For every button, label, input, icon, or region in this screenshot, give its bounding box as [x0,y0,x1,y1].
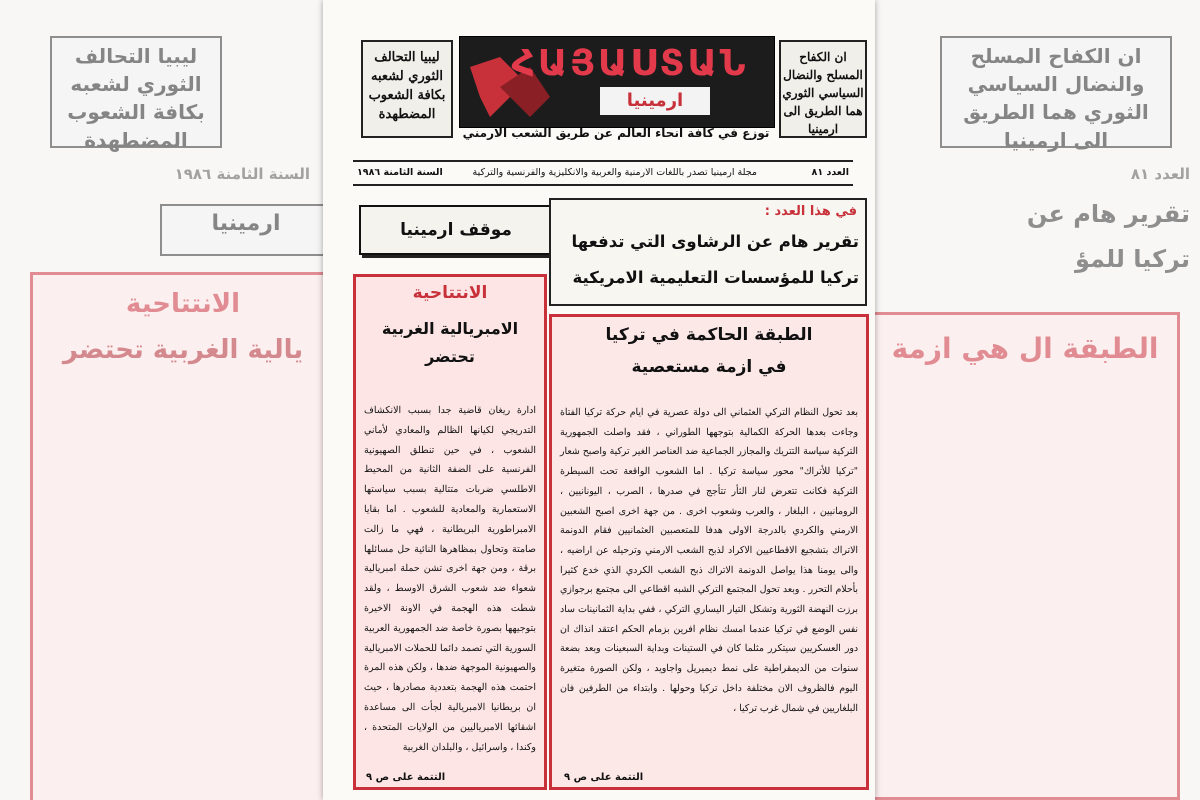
in-this-issue-label: في هذا العدد : [764,204,857,219]
headline-line-1: تقرير هام عن الرشاوى التي تدفعها [571,232,859,251]
issue-number: العدد ٨١ [811,167,849,178]
masthead-logo [459,36,775,128]
background-left-panel [0,0,330,800]
editorial-title-line-1: الامبريالية الغربية [381,319,519,338]
background-red-sub: يالية الغربية تحتضر [62,335,304,365]
background-headline-2: تركيا للمؤ [1074,245,1190,273]
editorial-title-line-2: تحتضر [425,347,475,366]
background-right-panel [870,0,1200,800]
background-red-title: الانتتاحية [125,289,241,319]
background-issue: العدد ٨١ [1130,165,1190,183]
logo-title: ՀԱՅԱՍՏԱՆ [511,43,749,84]
editorial-continued: التتمة على ص ٩ [366,772,446,783]
background-year: السنة الثامنة ١٩٨٦ [174,165,310,183]
masthead-tagline: توزع في كافة انحاء العالم عن طريق الشعب الارمني [462,126,770,140]
main-article-title-line-1: الطبقة الحاكمة في تركيا [605,325,813,345]
masthead-slogan-box: ان الكفاح المسلح والنضال السياسي الثوري هما الطريق الى ارمينيا [779,40,867,138]
background-left-red-box [30,272,330,800]
main-article-title-line-2: في ازمة مستعصية [631,357,787,377]
stance-heading: موقف ارمينيا [359,205,553,255]
magazine-page [323,0,875,800]
masthead-libya-box: ليبيا التحالف الثوري لشعبه بكافة الشعوب المضطهدة [361,40,453,138]
issue-info-row [353,160,853,186]
background-right-red-box: الطبقة ال هي ازمة [870,312,1180,800]
main-article-continued: التتمة على ص ٩ [564,772,644,783]
editorial-box [353,274,547,790]
issue-year: السنة الثامنة ١٩٨٦ [357,167,443,178]
background-stance: ارمينيا [160,204,330,256]
main-article-box [549,314,869,790]
magazine-description: مجلة ارمينيا تصدر باللغات الارمنية والعربية والانكليزية والفرنسية والتركية [472,167,757,178]
editorial-label: الانتتاحية [412,283,488,303]
logo-arabic-title: ارمينيا [600,87,710,115]
main-article-body: بعد تحول النظام التركي العثماني الى دولة عصرية في ايام حركة تركيا الفتاة وجاءت بعدها الحركة الكمالية بتوجهها الطوراني ، فقد واصلت الجمهورية التركية سياسة التتريك والمجازر الجماعية ضد العناصر الغير تركية واصبح شعار "تركيا للأتراك" محور سياسة تركيا . اما الشعوب الواقعة تحت السيطرة التركية فكانت تتعرض لنار الثأر تتأجج في صدرها ، الصرب ، اليونانيين ، الرومانيين ، البلغار ، والعرب وشعوب اخرى . من جهة اخرى اصبح الشعبين الارمني والكردي بالدرجة الاولى هدفا للمتعصبين العثمانيين فقام الدونمة الاتراك بتشجيع الاقطاعيين الاكراد لذبح الشعب الارمني وترحيله عن اراضيه ، والى يومنا هذا يواصل الدونمة الاتراك ذبح الشعب الكردي الذي خدع كثيرا بأحلام التحرر . وبعد تحول المجتمع التركي الشبه اقطاعي الى مجتمع برجوازي برزت النهضة الثورية وتشكل التيار اليساري التركي ، ففي بداية الثمانينات ساد نفس الوضع في تركيا عندما امسك نظام افرين بزمام الحكم اعتقد انذاك ان دور العسكريين سيتكرر مثلما كان في الستينات وبداية السبعينات وبعد بضعة سنوات من الديمقراطية على نمط ديميريل واجاويد ، ولكن الصورة متغيرة اليوم فالظروف الان مختلفة داخل تركيا وحولها . وابتداء من الطرفين فان البلغاريين في شمال غرب تركيا ، [560,407,858,714]
background-right-box: ان الكفاح المسلح والنضال السياسي الثوري هما الطريق الى ارمينيا [940,36,1172,148]
headline-line-2: تركيا للمؤسسات التعليمية الامريكية [572,268,859,287]
background-left-box: ليبيا التحالف الثوري لشعبه بكافة الشعوب المضطهدة [50,36,222,148]
background-headline: تقرير هام عن [1026,200,1190,228]
editorial-body: ادارة ريغان قاضية جدا بسبب الانكشاف التدريجي لكيانها الظالم والمعادي لأماني الشعوب ، في حين تنطلق الصهيونية الفرنسية على الضفة الثانية من المحيط الاطلسي ضربات متتالية بسبب سياستها الاستعمارية والمعادية للشعوب . اما بقايا الامبراطورية البريطانية ، فهي ما زالت صامتة وتحاول بمظاهرها النائية حل مسائلها برقة ، ومن جهة اخرى تشن حملة امبريالية شعواء ضد شعوب الشرق الاوسط ، ولقد شطت هذه الهجمة في الاونة الاخيرة بتوجيهها بصورة خاصة ضد الجمهورية العربية السورية التي تصمد دائما للحملات الامبريالية والصهيونية الموجهة ضدها ، ولكن هذه المرة احتمت هذه الهجمة بتعددية مصادرها ، حيث ان بريطانيا الامبريالية لجأت الى مساعدة اشقائها الامبرياليين من الولايات المتحدة ، وكندا ، واسرائيل ، والبلدان الغربية [364,405,536,753]
in-this-issue-box [549,198,867,306]
